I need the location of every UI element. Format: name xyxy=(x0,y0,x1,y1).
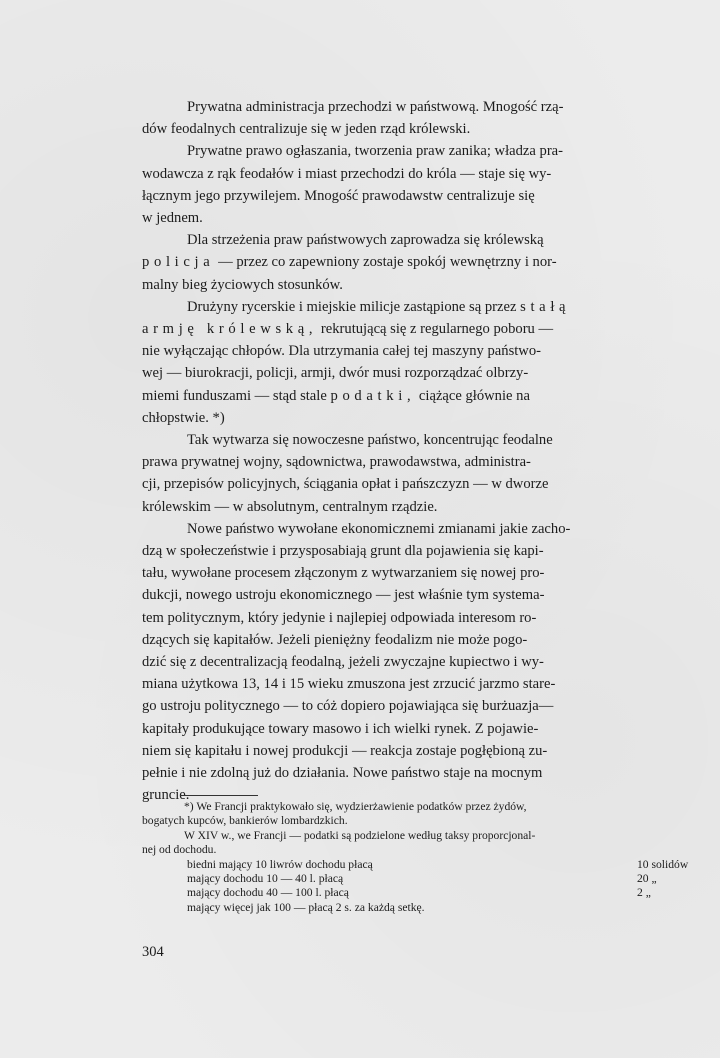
text-line: kapitały produkujące towary masowo i ich wielki rynek. Z pojawie- xyxy=(142,720,539,737)
text-line xyxy=(142,385,696,407)
tax-row-value: 20 „ xyxy=(637,872,657,886)
text-line: niem się kapitału i nowej produkcji — reakcja zostaje pogłębioną zu- xyxy=(142,742,548,759)
text-fragment: miemi funduszami — stąd stale xyxy=(142,387,331,404)
tax-table-row xyxy=(187,858,695,872)
footnotes xyxy=(142,800,696,915)
text-line: Nowe państwo wywołane ekonomicznemi zmianami jakie zacho- xyxy=(187,520,571,537)
text-line: wej — biurokracji, policji, armji, dwór musi rozporządzać olbrzy- xyxy=(142,365,529,382)
text-line: cji, przepisów policyjnych, ściągania opłat i pańszczyzn — w dworze xyxy=(142,476,549,493)
tax-row-label: mający więcej jak 100 — płacą 2 s. za każdą setkę. xyxy=(187,900,425,914)
text-fragment: — przez co zapewniony zostaje spokój wewnętrzny i nor- xyxy=(214,254,557,271)
text-line: tem politycznym, który jedynie i najlepiej odpowiada interesom ro- xyxy=(142,609,537,626)
footnote-line: nej od dochodu. xyxy=(142,843,217,857)
text-line: dzić się z decentralizacją feodalną, jeżeli zwyczajne kupiectwo i wy- xyxy=(142,654,544,671)
tax-table-row xyxy=(187,886,695,900)
spaced-term: podatki, xyxy=(330,387,416,404)
text-line xyxy=(142,318,696,340)
text-line: go ustroju politycznego — to cóż dopiero pojawiająca się burżuazja— xyxy=(142,698,554,715)
tax-table-row xyxy=(187,872,695,886)
text-line: Dla strzeżenia praw państwowych zaprowadza się królewską xyxy=(187,232,544,249)
text-line xyxy=(142,251,696,273)
tax-table-row xyxy=(187,901,695,915)
text-line: nie wyłączając chłopów. Dla utrzymania całej tej maszyny państwo- xyxy=(142,343,542,360)
text-line: łącznym jego przywilejem. Mnogość prawodawstw centralizuje się xyxy=(142,187,535,204)
text-line: dzących się kapitałów. Jeżeli pieniężny feodalizm nie może pogo- xyxy=(142,631,528,648)
paragraph xyxy=(142,229,696,296)
tax-row-label: mający dochodu 40 — 100 l. płacą xyxy=(187,886,349,900)
tax-row-label: mający dochodu 10 — 40 l. płacą xyxy=(187,872,344,886)
text-line: chłopstwie. *) xyxy=(142,409,225,426)
paragraph xyxy=(142,296,696,429)
text-line: malny bieg życiowych stosunków. xyxy=(142,276,343,293)
text-line: Tak wytwarza się nowoczesne państwo, koncentrując feodalne xyxy=(187,432,553,449)
body-text xyxy=(142,96,696,807)
page-number: 304 xyxy=(142,944,164,960)
spaced-term: policja xyxy=(142,254,215,271)
paragraph xyxy=(142,140,696,229)
text-fragment: ciążące głównie na xyxy=(415,387,530,404)
text-line xyxy=(142,296,696,318)
paragraph xyxy=(142,429,696,518)
spaced-term: armję królewską, xyxy=(142,321,318,338)
text-line: miana użytkowa 13, 14 i 15 wieku zmuszona jest zrzucić jarzmo stare- xyxy=(142,676,556,693)
text-line: Prywatna administracja przechodzi w państwową. Mnogość rzą- xyxy=(187,99,564,115)
spaced-term: stałą xyxy=(520,298,571,315)
footnote-divider xyxy=(180,795,258,796)
footnote-line: *) We Francji praktykowało się, wydzierżawienie podatków przez żydów, xyxy=(184,800,527,813)
text-line: w jednem. xyxy=(142,210,203,227)
text-line: Prywatne prawo ogłaszania, tworzenia praw zanika; władza pra- xyxy=(187,143,564,160)
tax-row-value: 2 „ xyxy=(637,886,651,900)
paragraph xyxy=(142,96,696,140)
text-line: dów feodalnych centralizuje się w jeden rząd królewski. xyxy=(142,121,471,138)
tax-row-value: 10 solidów xyxy=(637,857,689,871)
text-fragment: rekrutującą się z regularnego poboru — xyxy=(317,321,554,338)
text-line: królewskim — w absolutnym, centralnym rządzie. xyxy=(142,498,438,515)
footnote-line: W XIV w., we Francji — podatki są podzielone według taksy proporcjonal- xyxy=(184,828,536,842)
text-line: prawa prywatnej wojny, sądownictwa, prawodawstwa, administra- xyxy=(142,454,531,471)
tax-row-value xyxy=(637,901,695,915)
text-line: tału, wywołane procesem złączonym z wytwarzaniem się nowej pro- xyxy=(142,565,545,582)
paragraph xyxy=(142,518,696,807)
text-fragment: Drużyny rycerskie i miejskie milicje zastąpione są przez xyxy=(187,298,521,315)
text-line: pełnie i nie zdolną już do działania. Nowe państwo staje na mocnym xyxy=(142,765,543,782)
text-line: gruncie. xyxy=(142,787,190,804)
text-line: dukcji, nowego ustroju ekonomicznego — jest właśnie tym systema- xyxy=(142,587,545,604)
text-line: wodawcza z rąk feodałów i miast przechodzi do króla — staje się wy- xyxy=(142,165,552,182)
footnote-line: bogatych kupców, bankierów lombardzkich. xyxy=(142,814,348,828)
text-line: dzą w społeczeństwie i przysposabiają grunt dla pojawienia się kapi- xyxy=(142,543,544,560)
tax-row-label: biedni mający 10 liwrów dochodu płacą xyxy=(187,857,373,871)
tax-table xyxy=(187,858,695,916)
